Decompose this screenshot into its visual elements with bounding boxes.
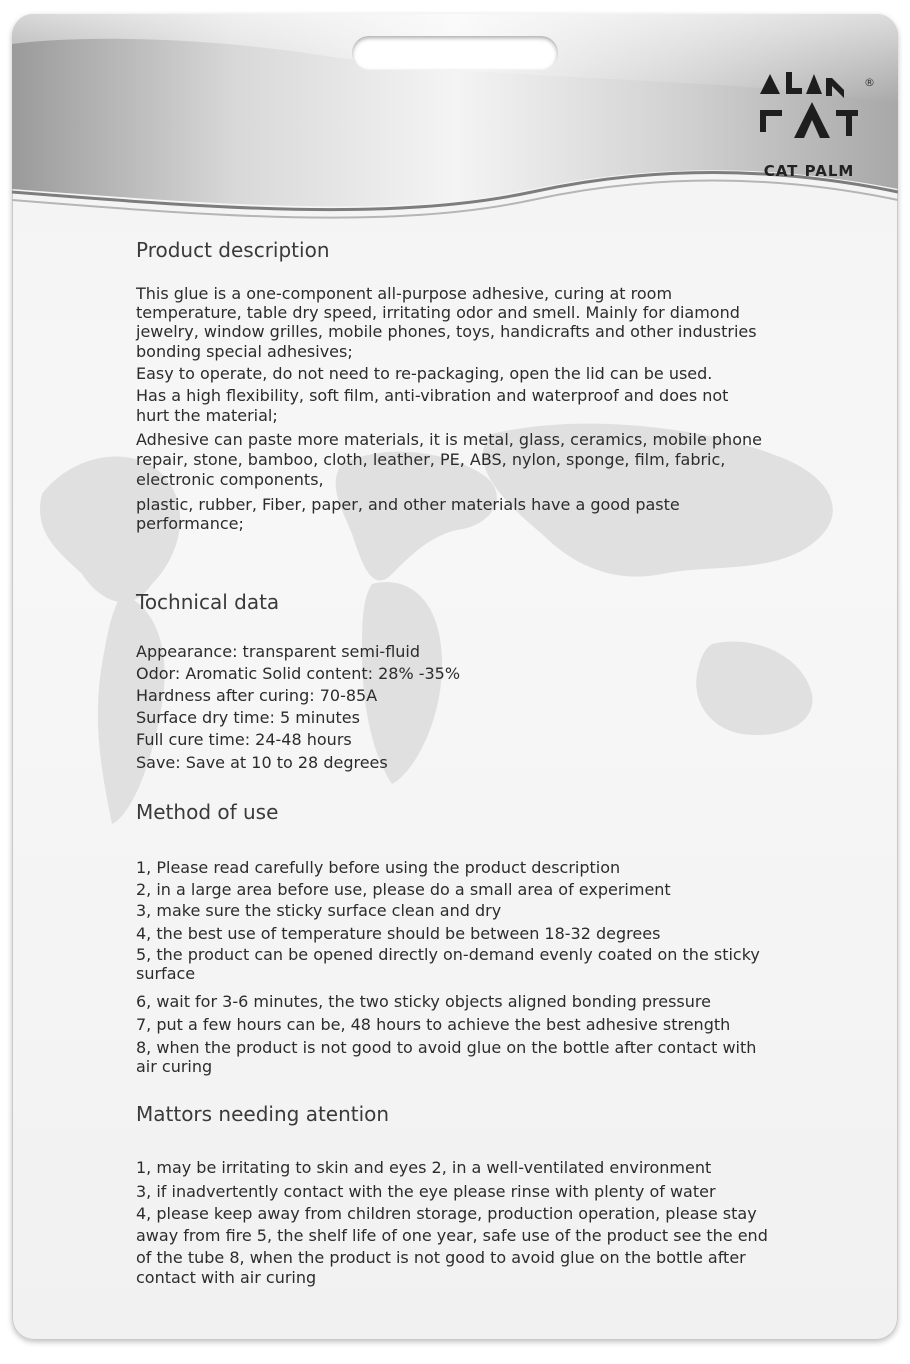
product-line: Easy to operate, do not need to re-packaging, open the lid can be used.: [136, 364, 713, 383]
product-line: jewelry, window grilles, mobile phones, toys, handicrafts and other industries: [136, 322, 757, 341]
method-line: 3, make sure the sticky surface clean and dry: [136, 901, 502, 920]
product-line: electronic components,: [136, 470, 324, 489]
method-line: surface: [136, 964, 196, 983]
attention-line: away from fire 5, the shelf life of one year, safe use of the product see the end: [136, 1226, 768, 1245]
method-line: 8, when the product is not good to avoid glue on the bottle after contact with: [136, 1038, 757, 1057]
technical-line: Hardness after curing: 70-85A: [136, 686, 378, 705]
technical-data-title: Tochnical data: [136, 590, 280, 614]
method-line: 4, the best use of temperature should be between 18-32 degrees: [136, 924, 661, 943]
method-line: 5, the product can be opened directly on-demand evenly coated on the sticky: [136, 945, 760, 964]
hang-hole: [352, 36, 558, 70]
attention-line: contact with air curing: [136, 1268, 317, 1287]
product-line: Has a high flexibility, soft film, anti-vibration and waterproof and does not: [136, 386, 729, 405]
method-line: 6, wait for 3-6 minutes, the two sticky objects aligned bonding pressure: [136, 992, 711, 1011]
package-card: [12, 14, 898, 1340]
product-line: plastic, rubber, Fiber, paper, and other materials have a good paste: [136, 495, 680, 514]
product-line: Adhesive can paste more materials, it is metal, glass, ceramics, mobile phone: [136, 430, 762, 449]
method-line: 2, in a large area before use, please do a small area of experiment: [136, 880, 671, 899]
attention-line: of the tube 8, when the product is not good to avoid glue on the bottle after: [136, 1248, 746, 1267]
attention-line: 1, may be irritating to skin and eyes 2, in a well-ventilated environment: [136, 1158, 712, 1177]
product-line: performance;: [136, 514, 244, 533]
technical-line: Save: Save at 10 to 28 degrees: [136, 753, 388, 772]
technical-line: Full cure time: 24-48 hours: [136, 730, 352, 749]
method-line: air curing: [136, 1057, 213, 1076]
attention-line: 4, please keep away from children storage, production operation, please stay: [136, 1204, 757, 1223]
product-line: temperature, table dry speed, irritating odor and smell. Mainly for diamond: [136, 303, 740, 322]
product-line: hurt the material;: [136, 406, 278, 425]
registered-mark: ®: [864, 76, 875, 89]
attention-title: Mattors needing atention: [136, 1102, 390, 1126]
attention-line: 3, if inadvertently contact with the eye please rinse with plenty of water: [136, 1182, 716, 1201]
brand-name: CAT PALM: [763, 162, 855, 180]
technical-line: Surface dry time: 5 minutes: [136, 708, 360, 727]
product-description-title: Product description: [136, 238, 330, 262]
product-line: bonding special adhesives;: [136, 342, 353, 361]
technical-line: Appearance: transparent semi-fluid: [136, 642, 421, 661]
method-of-use-title: Method of use: [136, 800, 279, 824]
product-line: repair, stone, bamboo, cloth, leather, PE, ABS, nylon, sponge, film, fabric,: [136, 450, 726, 469]
technical-line: Odor: Aromatic Solid content: 28% -35%: [136, 664, 461, 683]
method-line: 7, put a few hours can be, 48 hours to achieve the best adhesive strength: [136, 1015, 731, 1034]
product-line: This glue is a one-component all-purpose adhesive, curing at room: [136, 284, 673, 303]
method-line: 1, Please read carefully before using the product description: [136, 858, 621, 877]
